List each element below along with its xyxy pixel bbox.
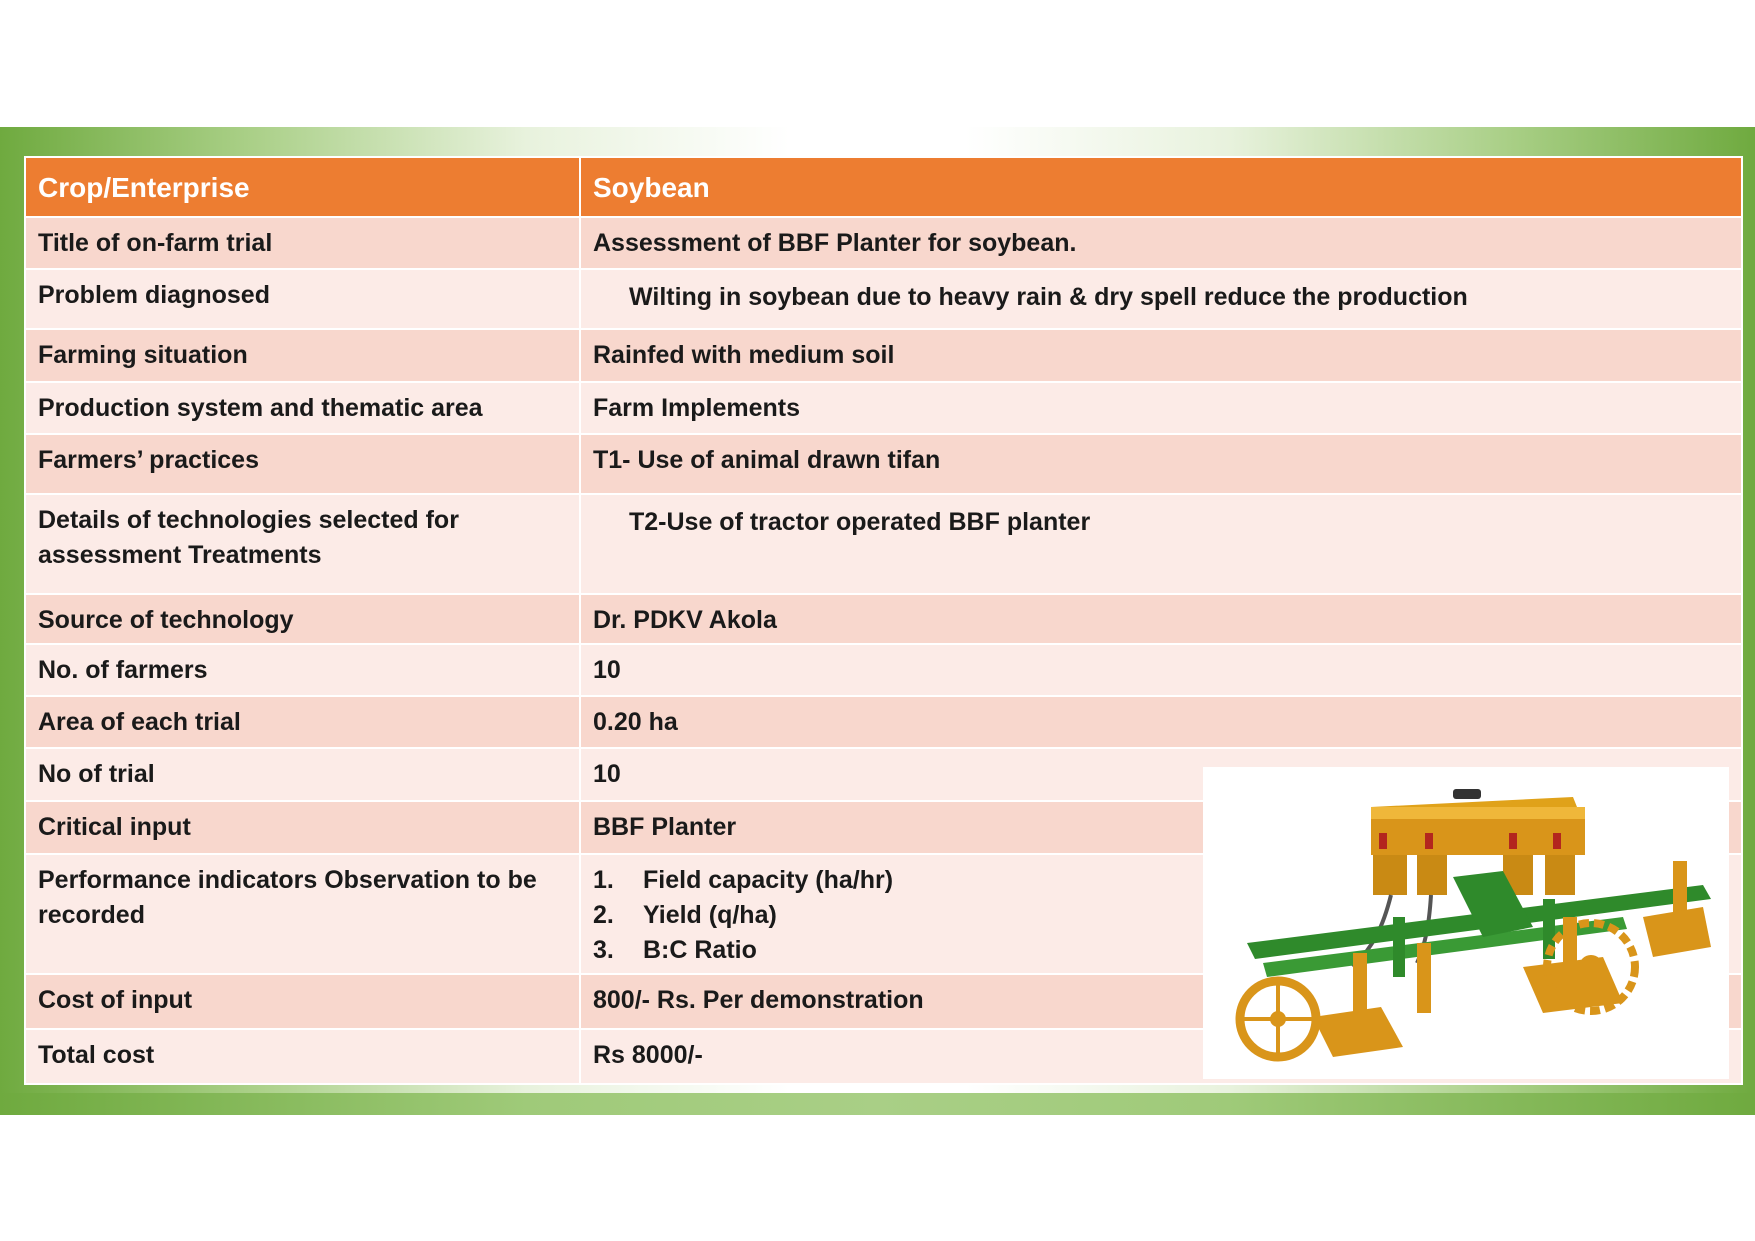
row-value: Farm Implements (593, 394, 801, 422)
table-row (25, 494, 1742, 594)
row-value: 10 (593, 656, 621, 684)
row-value: 0.20 ha (593, 708, 678, 736)
bbf-planter-illustration (1203, 767, 1729, 1079)
row-label: Problem diagnosed (38, 281, 270, 309)
row-label: Farming situation (38, 341, 248, 369)
row-label: Production system and thematic area (38, 394, 483, 422)
green-frame-bottom (0, 1093, 1755, 1115)
list-item: 1. Field capacity (ha/hr) (593, 866, 894, 894)
row-value: BBF Planter (593, 813, 737, 841)
table-row (25, 329, 1742, 382)
row-label: Area of each trial (38, 708, 241, 736)
table-row (25, 644, 1742, 696)
row-value: T1- Use of animal drawn tifan (593, 446, 941, 474)
table-row (25, 382, 1742, 434)
row-value: Rainfed with medium soil (593, 341, 895, 369)
row-label: Critical input (38, 813, 191, 841)
row-label: Performance indicators Observation to be recorded (38, 866, 537, 929)
row-value: Rs 8000/- (593, 1041, 703, 1069)
row-value: Wilting in soybean due to heavy rain & dry spell reduce the production (629, 283, 1468, 311)
row-label: Cost of input (38, 986, 193, 1014)
row-label: Details of technologies selected for assessment Treatments (38, 506, 459, 569)
table-header-row (25, 157, 1742, 217)
header-label: Crop/Enterprise (25, 157, 580, 217)
row-value: 800/- Rs. Per demonstration (593, 986, 924, 1014)
row-value: Dr. PDKV Akola (593, 606, 777, 634)
row-value: Assessment of BBF Planter for soybean. (593, 229, 1077, 257)
row-label: Farmers’ practices (38, 446, 259, 474)
row-label: Total cost (38, 1041, 155, 1069)
table-row (25, 434, 1742, 494)
table-row (25, 269, 1742, 329)
header-value: Soybean (580, 157, 1742, 217)
bbf-planter-image (1203, 767, 1729, 1079)
row-label: Source of technology (38, 606, 294, 634)
table-row (25, 696, 1742, 748)
table-row (25, 217, 1742, 269)
list-item: 3. B:C Ratio (593, 936, 757, 964)
list-item: 2. Yield (q/ha) (593, 901, 777, 929)
table-row (25, 594, 1742, 644)
row-value: T2-Use of tractor operated BBF planter (629, 508, 1091, 536)
row-label: Title of on-farm trial (38, 229, 273, 257)
row-label: No of trial (38, 760, 155, 788)
row-label: No. of farmers (38, 656, 208, 684)
row-value: 10 (593, 760, 621, 788)
